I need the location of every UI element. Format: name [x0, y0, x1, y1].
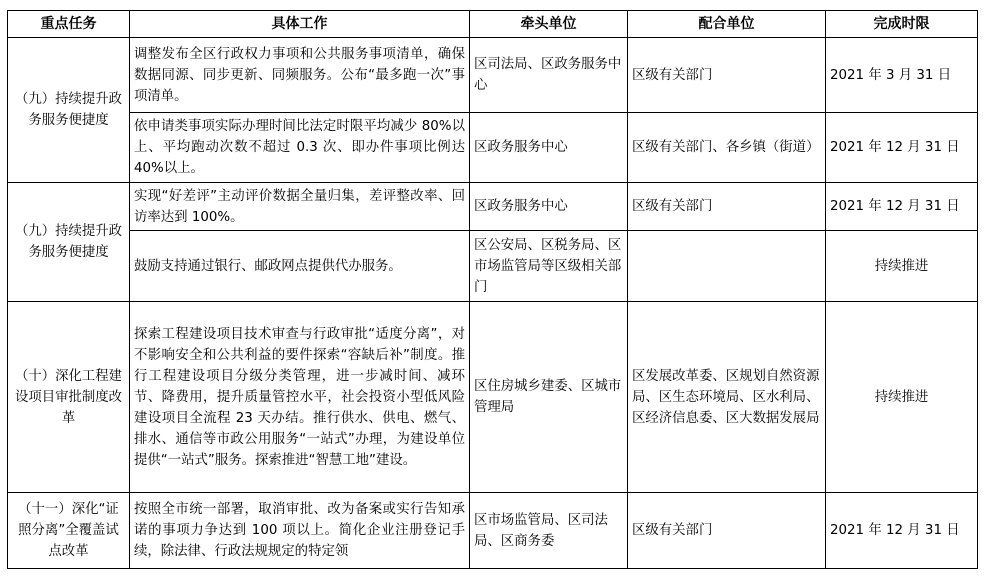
header-deadline: 完成时限	[826, 11, 978, 38]
work-cell: 依申请类事项实际办理时间比法定时限平均减少 80%以上、平均跑动次数不超过 0.3 次、即办件事项比例达 40%以上。	[130, 113, 470, 183]
deadline-cell: 2021 年 3 月 31 日	[826, 38, 978, 113]
table-row	[8, 493, 978, 569]
table-row	[8, 113, 978, 183]
support-cell: 区级有关部门	[628, 183, 826, 231]
lead-cell: 区住房城乡建委、区城市管理局	[470, 302, 628, 493]
deadline-cell: 持续推进	[826, 231, 978, 302]
work-cell: 探索工程建设项目技术审查与行政审批“适度分离”，对不影响安全和公共利益的要件探索“容缺后补”制度。推行工程建设项目分级分类管理，进一步减时间、减环节、降费用，提升质量管控水平，社会投资小型低风险建设项目全流程 23 天办结。推行供水、供电、燃气、排水、通信等市政公用服务“一站式”办理，为建设单位提供“一站式”服务。探索推进“智慧工地”建设。	[130, 302, 470, 493]
task-cell: （九）持续提升政务服务便捷度	[8, 183, 130, 302]
table-row	[8, 38, 978, 113]
task-cell: （十）深化工程建设项目审批制度改革	[8, 302, 130, 493]
header-support: 配合单位	[628, 11, 826, 38]
task-table	[7, 10, 978, 569]
deadline-cell: 2021 年 12 月 31 日	[826, 113, 978, 183]
deadline-cell: 2021 年 12 月 31 日	[826, 183, 978, 231]
work-cell: 鼓励支持通过银行、邮政网点提供代办服务。	[130, 231, 470, 302]
lead-cell: 区政务服务中心	[470, 113, 628, 183]
header-row	[8, 11, 978, 38]
support-cell: 区级有关部门	[628, 493, 826, 569]
header-task: 重点任务	[8, 11, 130, 38]
lead-cell: 区市场监管局、区司法局、区商务委	[470, 493, 628, 569]
task-cell: （九）持续提升政务服务便捷度	[8, 38, 130, 183]
support-cell: 区级有关部门、各乡镇（街道）	[628, 113, 826, 183]
header-work: 具体工作	[130, 11, 470, 38]
support-cell: 区级有关部门	[628, 38, 826, 113]
support-cell: 区发展改革委、区规划自然资源局、区生态环境局、区水利局、区经济信息委、区大数据发展局	[628, 302, 826, 493]
lead-cell: 区公安局、区税务局、区市场监管局等区级相关部门	[470, 231, 628, 302]
table-row	[8, 183, 978, 231]
work-cell: 调整发布全区行政权力事项和公共服务事项清单，确保数据同源、同步更新、同频服务。公布“最多跑一次”事项清单。	[130, 38, 470, 113]
lead-cell: 区政务服务中心	[470, 183, 628, 231]
table-row	[8, 302, 978, 493]
header-lead: 牵头单位	[470, 11, 628, 38]
work-cell: 实现“好差评”主动评价数据全量归集，差评整改率、回访率达到 100%。	[130, 183, 470, 231]
work-cell: 按照全市统一部署，取消审批、改为备案或实行告知承诺的事项力争达到 100 项以上。简化企业注册登记手续，除法律、行政法规规定的特定领	[130, 493, 470, 569]
task-cell: （十一）深化“证照分离”全覆盖试点改革	[8, 493, 130, 569]
lead-cell: 区司法局、区政务服务中心	[470, 38, 628, 113]
deadline-cell: 2021 年 12 月 31 日	[826, 493, 978, 569]
support-cell	[628, 231, 826, 302]
deadline-cell: 持续推进	[826, 302, 978, 493]
table-row	[8, 231, 978, 302]
